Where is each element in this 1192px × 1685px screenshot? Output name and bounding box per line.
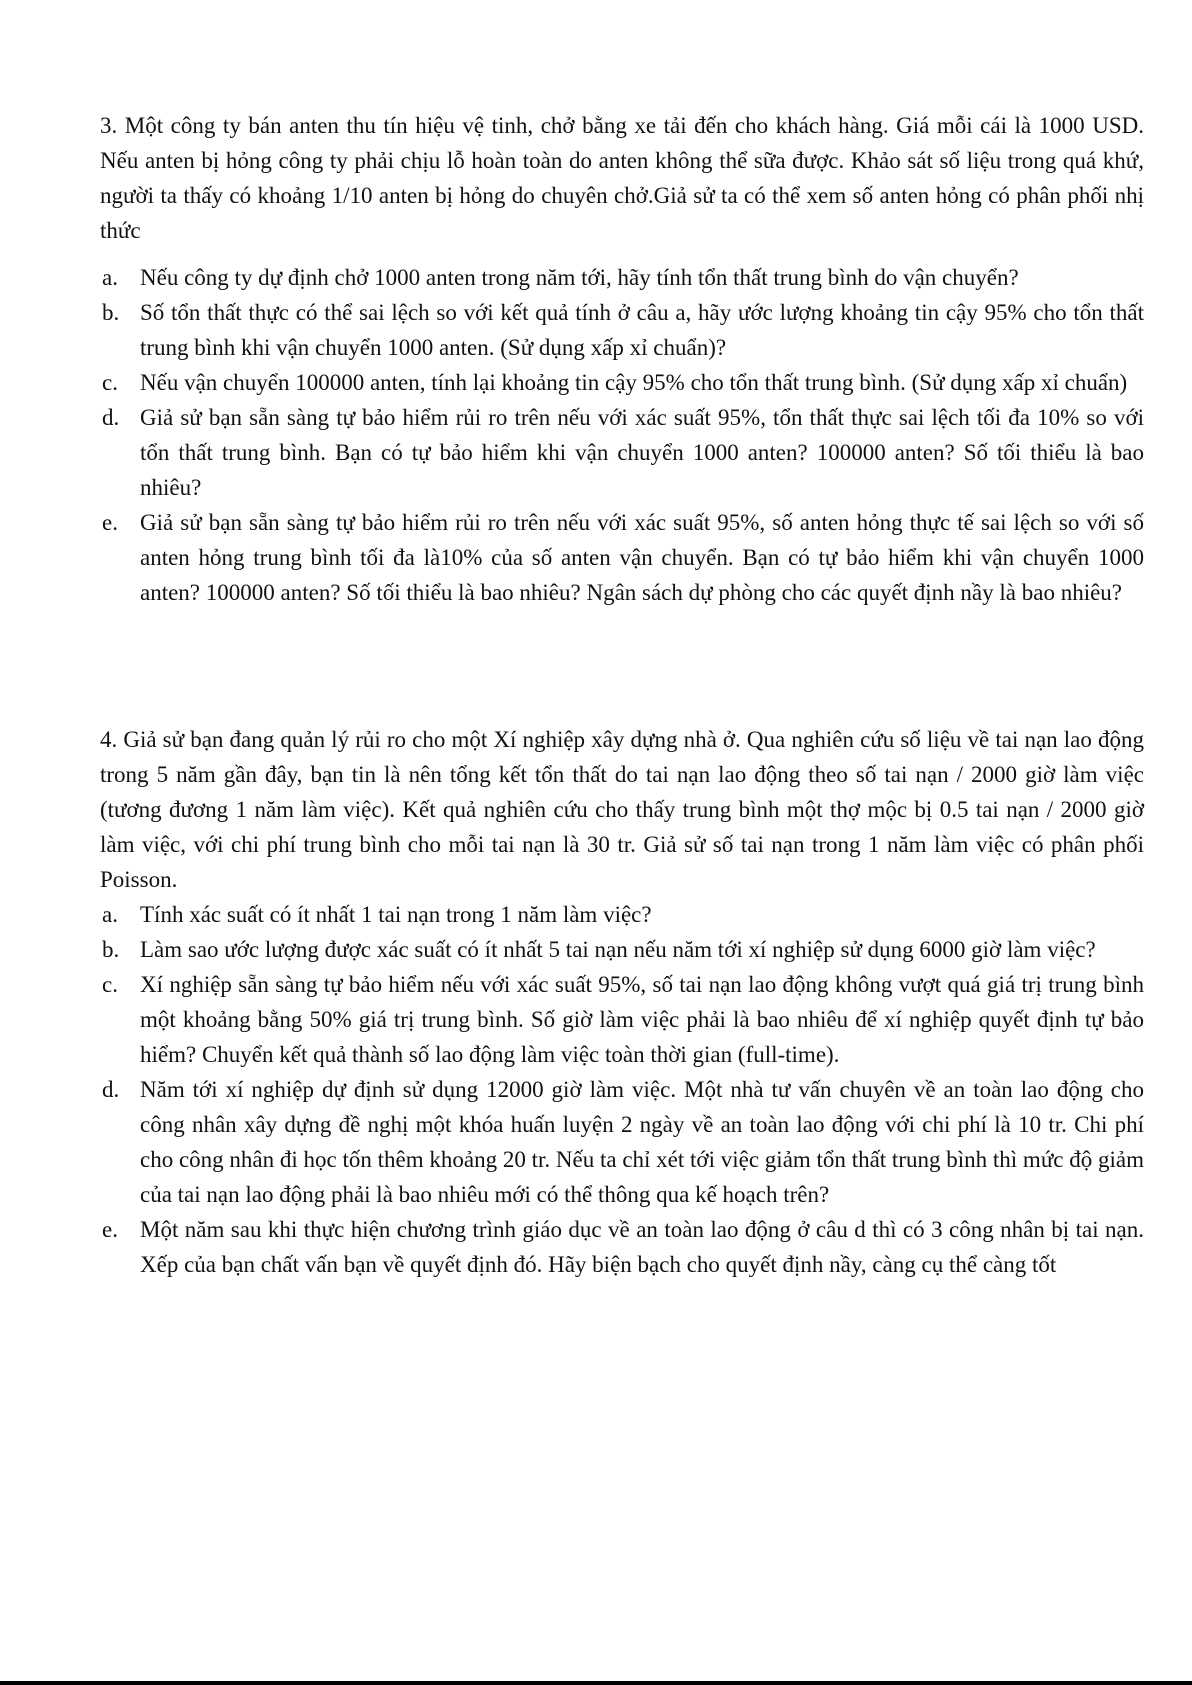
subquestion-3c	[100, 365, 1144, 400]
subquestion-marker: d.	[102, 1077, 120, 1102]
subquestion-4c	[100, 967, 1144, 1072]
subquestion-text: Nếu vận chuyển 100000 anten, tính lại khoảng tin cậy 95% cho tổn thất trung bình. (Sử dụng xấp xỉ chuẩn)	[140, 370, 1128, 395]
problem-4-subquestions	[100, 897, 1144, 1282]
subquestion-3d	[100, 400, 1144, 505]
subquestion-text: Một năm sau khi thực hiện chương trình giáo dục về an toàn lao động ở câu d thì có 3 công nhân bị tai nạn. Xếp của bạn chất vấn bạn về quyết định đó. Hãy biện bạch cho quyết định nầy, càng cụ thể càng tốt	[140, 1217, 1144, 1277]
subquestion-text: Giả sử bạn sẵn sàng tự bảo hiểm rủi ro trên nếu với xác suất 95%, tổn thất thực sai lệch tối đa 10% so với tổn thất trung bình. Bạn có tự bảo hiểm khi vận chuyển 1000 anten? 100000 anten? Số tối thiểu là bao nhiêu?	[140, 405, 1144, 500]
subquestion-text: Làm sao ước lượng được xác suất có ít nhất 5 tai nạn nếu năm tới xí nghiệp sử dụng 6000 giờ làm việc?	[140, 937, 1096, 962]
subquestion-text: Nếu công ty dự định chở 1000 anten trong năm tới, hãy tính tổn thất trung bình do vận chuyển?	[140, 265, 1019, 290]
subquestion-text: Giả sử bạn sẵn sàng tự bảo hiểm rủi ro trên nếu với xác suất 95%, số anten hỏng thực tế sai lệch so với số anten hỏng trung bình tối đa là10% của số anten vận chuyển. Bạn có tự bảo hiểm khi vận chuyển 1000 anten? 100000 anten? Số tối thiểu là bao nhiêu? Ngân sách dự phòng cho các quyết định nầy là bao nhiêu?	[140, 510, 1144, 605]
subquestion-marker: a.	[102, 902, 118, 927]
subquestion-marker: e.	[102, 1217, 118, 1242]
problem-4-statement: 4. Giả sử bạn đang quản lý rủi ro cho một Xí nghiệp xây dựng nhà ở. Qua nghiên cứu số liệu về tai nạn lao động trong 5 năm gần đây, bạn tin là nên tổng kết tổn thất do tai nạn lao động theo số tai nạn / 2000 giờ làm việc (tương đương 1 năm làm việc). Kết quả nghiên cứu cho thấy trung bình một thợ mộc bị 0.5 tai nạn / 2000 giờ làm việc, với chi phí trung bình cho mỗi tai nạn là 30 tr. Giả sử số tai nạn trong 1 năm làm việc có phân phối Poisson.	[100, 727, 1144, 892]
subquestion-marker: e.	[102, 510, 118, 535]
subquestion-text: Số tổn thất thực có thể sai lệch so với kết quả tính ở câu a, hãy ước lượng khoảng tin cậy 95% cho tổn thất trung bình khi vận chuyển 1000 anten. (Sử dụng xấp xỉ chuẩn)?	[140, 300, 1144, 360]
subquestion-4e	[100, 1212, 1144, 1282]
subquestion-marker: c.	[102, 972, 118, 997]
subquestion-text: Năm tới xí nghiệp dự định sử dụng 12000 giờ làm việc. Một nhà tư vấn chuyên về an toàn lao động cho công nhân xây dựng đề nghị một khóa huấn luyện 2 ngày về an toàn lao động với chi phí là 10 tr. Chi phí cho công nhân đi học tốn thêm khoảng 20 tr. Nếu ta chỉ xét tới việc giảm tổn thất trung bình thì mức độ giảm của tai nạn lao động phải là bao nhiêu mới có thể thông qua kế hoạch trên?	[140, 1077, 1144, 1207]
subquestion-3e	[100, 505, 1144, 610]
page-bottom-border	[0, 1681, 1192, 1685]
subquestion-text: Tính xác suất có ít nhất 1 tai nạn trong 1 năm làm việc?	[140, 902, 652, 927]
subquestion-4d	[100, 1072, 1144, 1212]
problem-3	[100, 108, 1144, 610]
subquestion-marker: b.	[102, 937, 120, 962]
problem-3-statement: 3. Một công ty bán anten thu tín hiệu vệ tinh, chở bằng xe tải đến cho khách hàng. Giá mỗi cái là 1000 USD. Nếu anten bị hỏng công ty phải chịu lỗ hoàn toàn do anten không thể sữa được. Khảo sát số liệu trong quá khứ, người ta thấy có khoảng 1/10 anten bị hỏng do chuyên chở.Giả sử ta có thể xem số anten hỏng có phân phối nhị thức	[100, 113, 1144, 243]
document-page	[100, 108, 1144, 1282]
problem-3-subquestions	[100, 260, 1144, 610]
subquestion-marker: c.	[102, 370, 118, 395]
subquestion-4b	[100, 932, 1144, 967]
subquestion-marker: b.	[102, 300, 120, 325]
subquestion-4a	[100, 897, 1144, 932]
subquestion-marker: a.	[102, 265, 118, 290]
subquestion-3a	[100, 260, 1144, 295]
subquestion-marker: d.	[102, 405, 120, 430]
subquestion-text: Xí nghiệp sẵn sàng tự bảo hiểm nếu với xác suất 95%, số tai nạn lao động không vượt quá giá trị trung bình một khoảng bằng 50% giá trị trung bình. Số giờ làm việc phải là bao nhiêu để xí nghiệp quyết định tự bảo hiểm? Chuyển kết quả thành số lao động làm việc toàn thời gian (full-time).	[140, 972, 1144, 1067]
problem-4	[100, 722, 1144, 1282]
subquestion-3b	[100, 295, 1144, 365]
